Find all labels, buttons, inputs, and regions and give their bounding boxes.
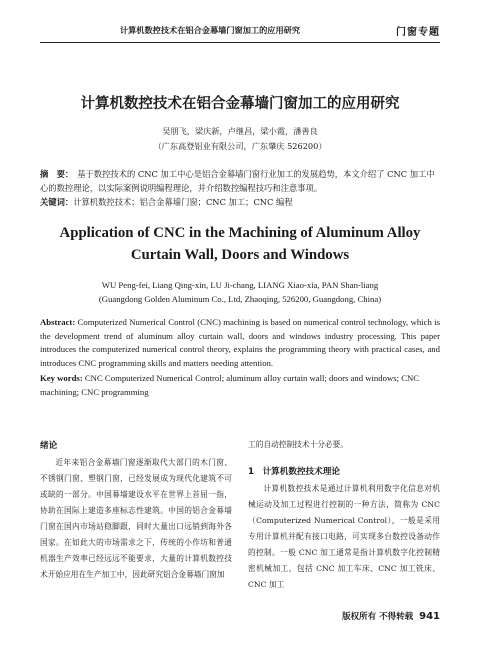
english-keywords-text: CNC Computerized Numerical Control; aluminum alloy curtain wall; doors and windows; CNC machining; CNC programming [40, 373, 420, 397]
section-1-paragraph: 计算机数控技术是通过计算机利用数字化信息对机械运动及加工过程进行控制的一种方法，简称为 CNC（Computerized Numerical Control），一般是采用专用计算机并配有接口电路，可实现多台数控设备动作的控制。一般 CNC 加工通常是指计算机数字化控制精密机械加工，包括 CNC 加工车床、CNC 加工铣床、CNC 加工 [248, 484, 440, 589]
body-column-right [248, 437, 440, 593]
english-authors: WU Peng-fei, Liang Qing-xin, LU Ji-chang, LIANG Xiao-xia, PAN Shan-liang [101, 280, 379, 290]
page-footer [342, 610, 440, 622]
english-title-line2: Curtain Wall, Doors and Windows [130, 247, 350, 263]
copyright-notice: 版权所有 不得转载 [342, 612, 414, 622]
english-author-block [0, 278, 480, 306]
section-label: 门窗专题 [396, 27, 440, 38]
intro-paragraph-continued: 工的自动控制技术十分必要。 [248, 440, 348, 449]
body-column-left [40, 437, 232, 583]
intro-heading: 绪论 [40, 441, 58, 451]
english-keywords-label: Key words: [40, 373, 83, 383]
english-title [0, 222, 480, 266]
chinese-authors: 吴朋飞，梁庆新，卢继昌，梁小霞，潘善良 [162, 126, 318, 136]
chinese-keywords [40, 196, 440, 208]
english-abstract [40, 316, 440, 370]
section-1-heading: 1 计算机数控技术理论 [248, 467, 340, 477]
running-title: 计算机数控技术在铝合金幕墙门窗加工的应用研究 [119, 25, 301, 35]
chinese-abstract [40, 167, 440, 195]
chinese-affiliation: （广东高登铝业有限公司，广东肇庆 526200） [153, 141, 327, 151]
running-header [40, 22, 440, 43]
chinese-abstract-text: 基于数控技术的 CNC 加工中心是铝合金幕墙门窗行业加工的发展趋势，本文介绍了 CNC 加工中心的数控理论，以实际案例说明编程理论，并介绍数控编程技巧和注意事项。 [40, 169, 435, 193]
english-affiliation: (Guangdong Golden Aluminum Co., Ltd, Zhaoqing, 526200, Guangdong, China) [98, 294, 382, 304]
english-abstract-text: Computerized Numerical Control (CNC) machining is based on numerical control technology, which is the development trend of aluminum alloy curtain wall, doors and windows industry processing. This paper introduces the computerized numerical control theory, explains the programming theory with practical cases, and introduces CNC programming skills and matters needing attention. [40, 317, 440, 368]
chinese-keywords-text: 计算机数控技术；铝合金幕墙门窗；CNC 加工；CNC 编程 [73, 197, 293, 207]
chinese-keywords-label: 关键词： [40, 197, 74, 207]
english-keywords [40, 372, 440, 399]
chinese-title: 计算机数控技术在铝合金幕墙门窗加工的应用研究 [80, 96, 400, 112]
chinese-abstract-label: 摘 要： [40, 169, 74, 179]
intro-paragraph: 近年来铝合金幕墙门窗逐渐取代大部门的木门窗、不锈钢门窗、塑钢门窗，已经发展成为现代化建筑不可或缺的一部分。中国幕墙建设水平在世界上首屈一指，协助在国际上建造多座标志性建筑。中国的铝合金幕墙门窗在国内市场站稳脚跟，同时大量出口远销到海外各国家。在如此大的市场需求之下，传统的小作坊和普通机器生产效率已经远远不能要求，大量的计算机数控技术开始应用在生产加工中，因此研究铝合金幕墙门窗加 [40, 458, 232, 579]
page-number: 941 [419, 611, 440, 622]
english-abstract-label: Abstract: [40, 317, 76, 327]
english-title-line1: Application of CNC in the Machining of Aluminum Alloy [59, 225, 421, 241]
